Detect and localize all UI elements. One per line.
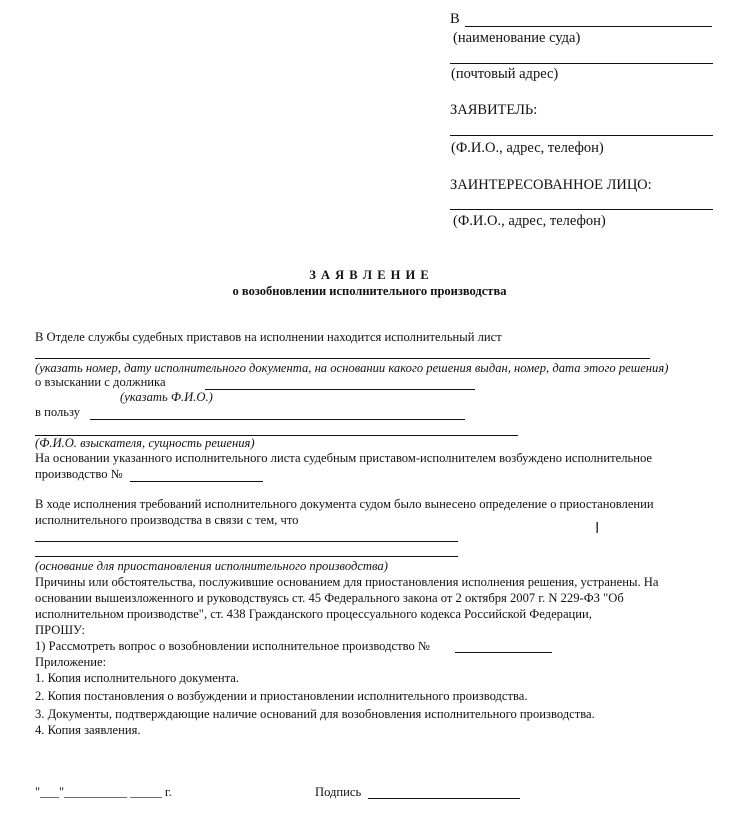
applicant-line: [450, 135, 713, 136]
applicant-label: ЗАЯВИТЕЛЬ:: [450, 102, 538, 118]
paragraph-3-line-2: исполнительного производства в связи с тем, что: [35, 513, 299, 527]
postal-caption: (почтовый адрес): [451, 66, 559, 82]
paragraph-1: В Отделе службы судебных приставов на исполнении находится исполнительный лист: [35, 330, 502, 344]
reason-line-2: [35, 556, 458, 557]
request-heading: ПРОШУ:: [35, 623, 85, 637]
hint-writ: (указать номер, дату исполнительного документа, на основании какого решения выдан, номер, дата этого решения): [35, 361, 669, 375]
text-cursor-icon: I: [595, 519, 600, 537]
hint-debtor: (указать Ф.И.О.): [120, 390, 213, 404]
interested-caption: (Ф.И.О., адрес, телефон): [453, 213, 606, 229]
favor-line-1: [90, 419, 465, 420]
date-field: "___"__________ _____ г.: [35, 785, 172, 799]
request-item: 1) Рассмотреть вопрос о возобновлении исполнительное производство №: [35, 639, 430, 653]
document-title: З А Я В Л Е Н И Е: [309, 268, 430, 282]
writ-line: [35, 358, 650, 359]
court-name-line: [465, 26, 712, 27]
signature-line: [368, 798, 520, 799]
to-prefix: В: [450, 11, 460, 27]
paragraph-3-line-1: В ходе исполнения требований исполнительного документа судом было вынесено определение о приостановлении: [35, 497, 654, 511]
case-number-line: [130, 481, 263, 482]
paragraph-2-line-2: производство №: [35, 467, 123, 481]
favor-label: в пользу: [35, 405, 81, 419]
interested-line: [450, 209, 713, 210]
attachment-item: 4. Копия заявления.: [35, 723, 141, 737]
hint-claimant: (Ф.И.О. взыскателя, сущность решения): [35, 436, 255, 450]
debtor-line: [205, 389, 475, 390]
attachment-item: 3. Документы, подтверждающие наличие оснований для возобновления исполнительного производства.: [35, 707, 595, 721]
paragraph-4-line-1: Причины или обстоятельства, послужившие основанием для приостановления исполнения решения, устранены. На: [35, 575, 659, 589]
attachment-item: 1. Копия исполнительного документа.: [35, 671, 239, 685]
debtor-label: о взыскании с должника: [35, 375, 166, 389]
attachment-item: 2. Копия постановления о возбуждении и приостановлении исполнительного производства.: [35, 689, 528, 703]
paragraph-2-line-1: На основании указанного исполнительного листа судебным приставом-исполнителем возбуждено исполнительное: [35, 451, 653, 465]
applicant-caption: (Ф.И.О., адрес, телефон): [451, 140, 604, 156]
interested-label: ЗАИНТЕРЕСОВАННОЕ ЛИЦО:: [450, 177, 652, 193]
document-subtitle: о возобновлении исполнительного производства: [232, 284, 507, 298]
request-number-line: [455, 652, 552, 653]
paragraph-4-line-3: исполнительном производстве", ст. 438 Гражданского процессуального кодекса Российской Федерации,: [35, 607, 592, 621]
court-caption: (наименование суда): [453, 30, 581, 46]
reason-line-1: [35, 541, 458, 542]
signature-label: Подпись: [315, 785, 362, 799]
postal-address-line: [450, 63, 713, 64]
attachments-label: Приложение:: [35, 655, 107, 669]
hint-suspension: (основание для приостановления исполнительного производства): [35, 559, 388, 573]
paragraph-4-line-2: основании вышеизложенного и руководствуясь ст. 45 Федерального закона от 2 октября 2007 г. N 229-ФЗ "Об: [35, 591, 624, 605]
